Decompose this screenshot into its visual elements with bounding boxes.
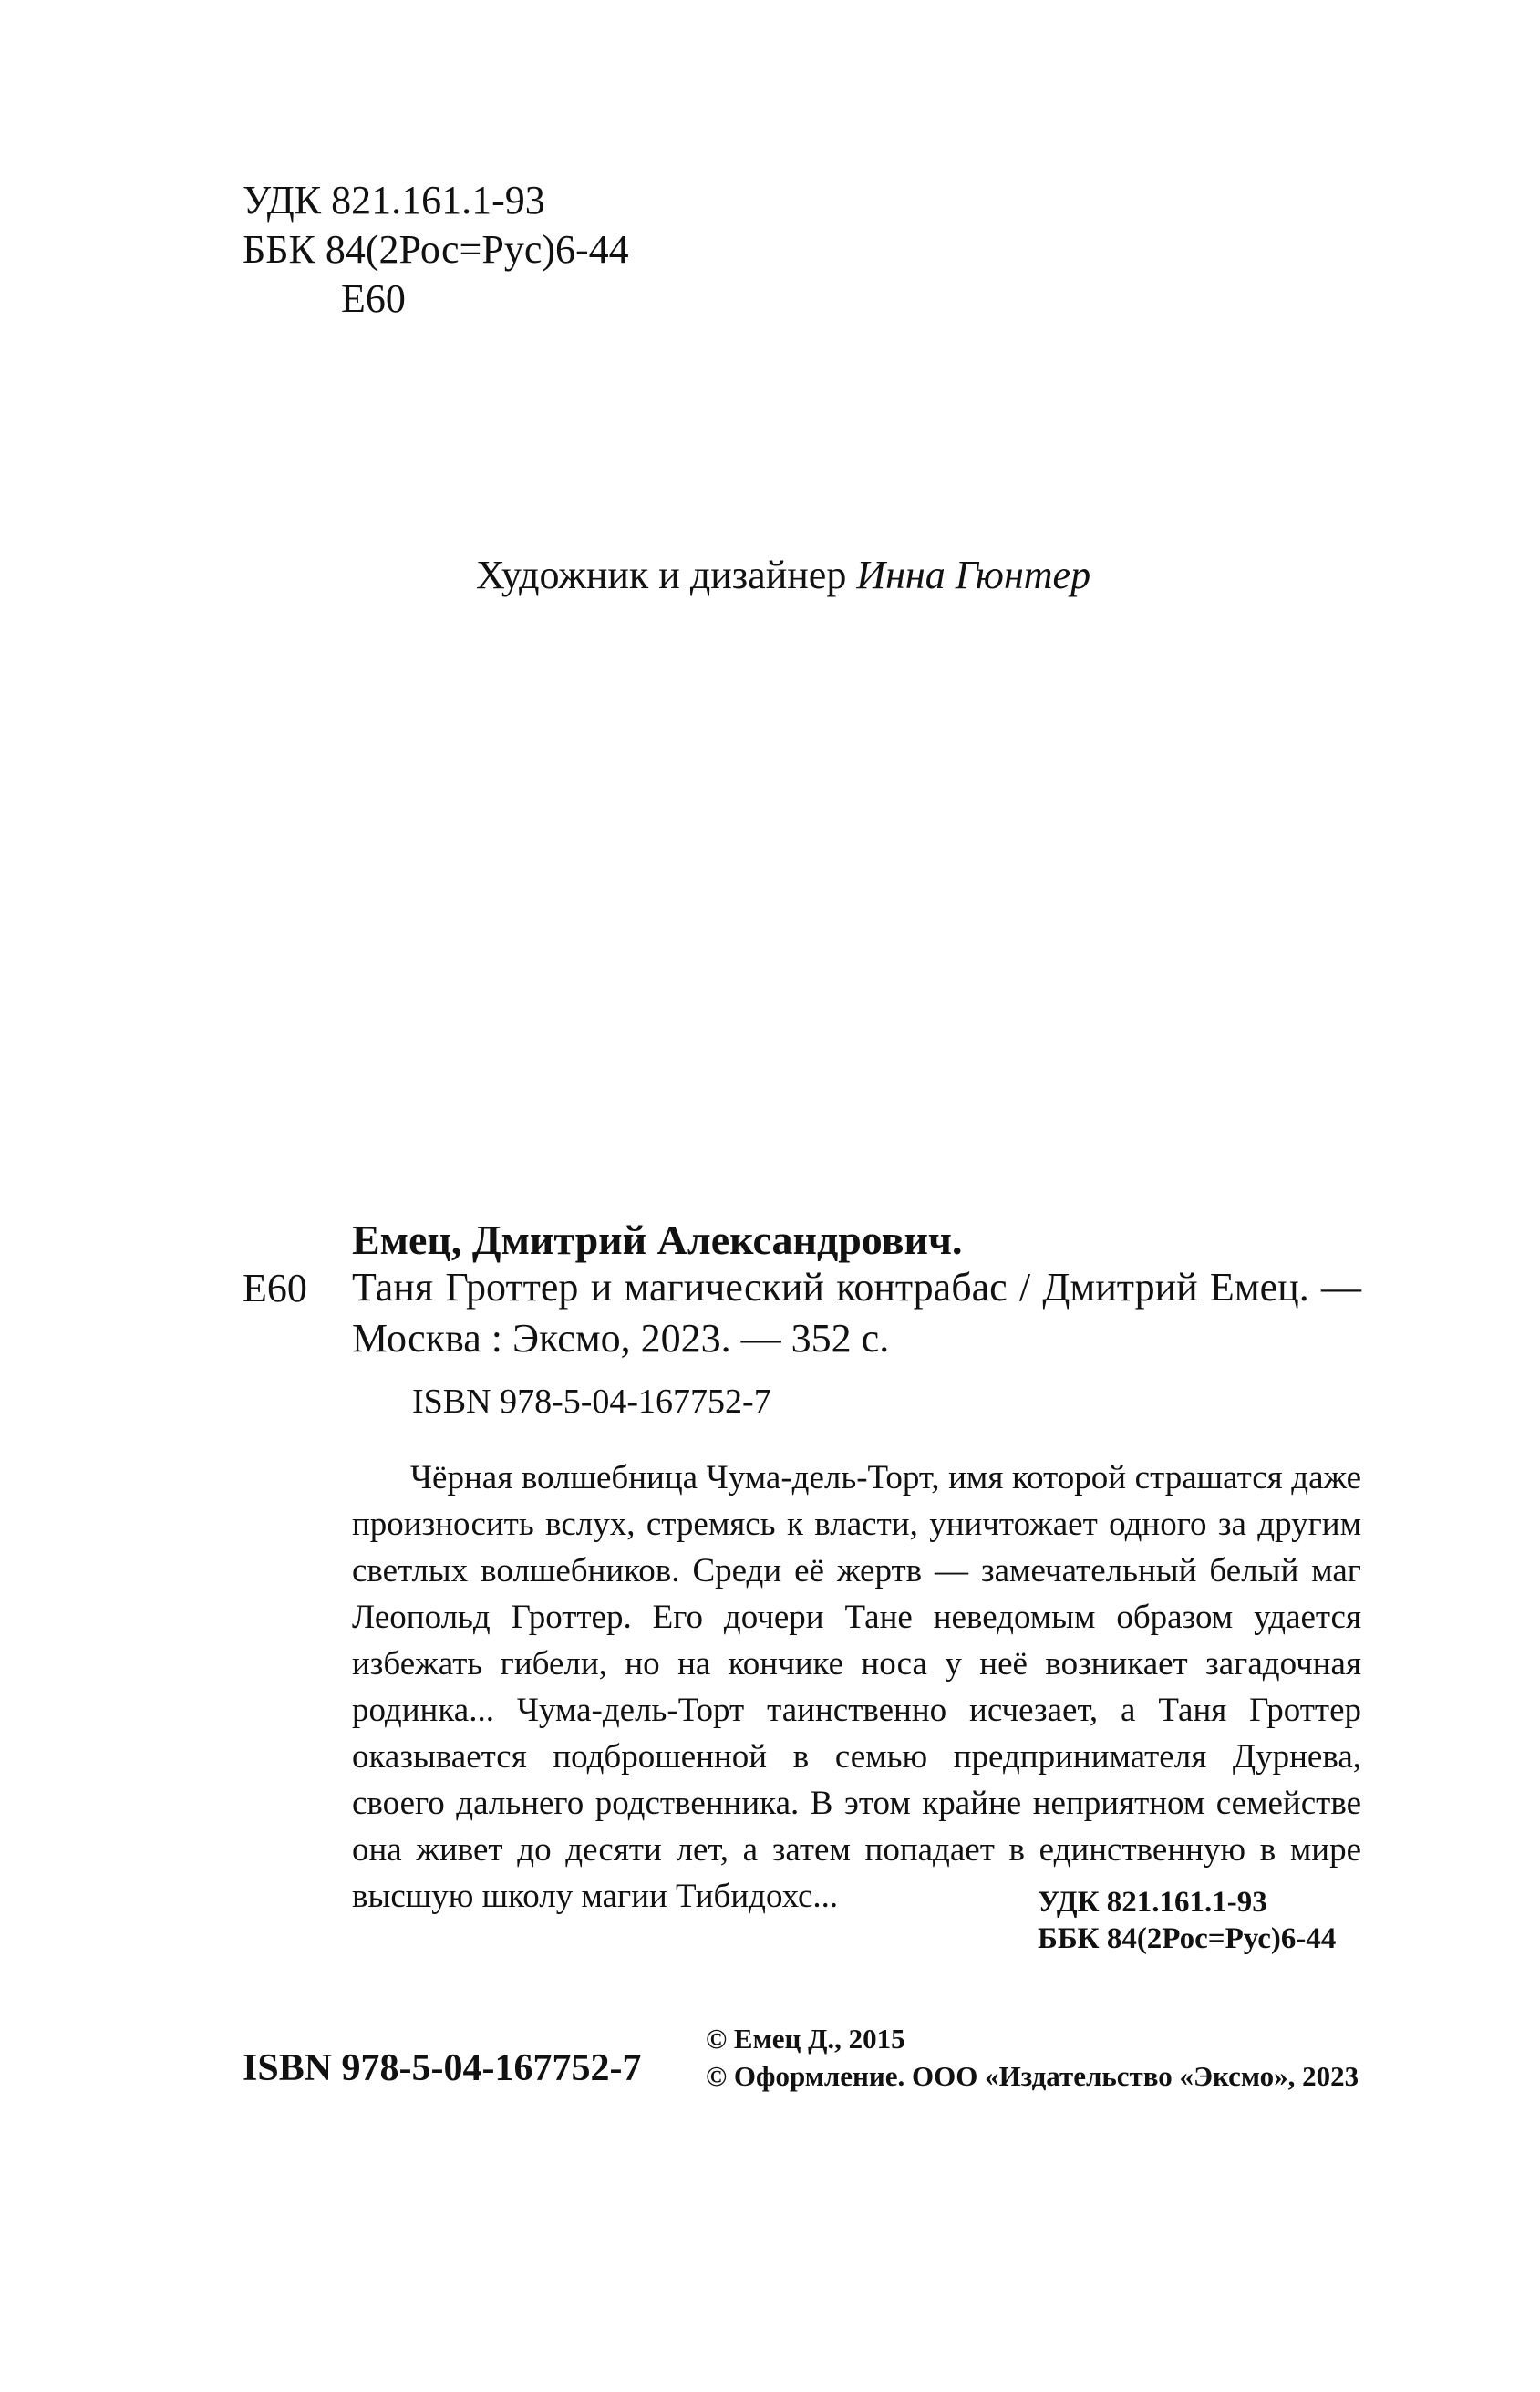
copyright-author: © Емец Д., 2015	[706, 2023, 905, 2055]
catalog-author-sign: Е60	[243, 1266, 307, 1310]
udk-code-top: УДК 821.161.1-93	[243, 178, 545, 223]
catalog-author: Емец, Дмитрий Александрович.	[352, 1217, 963, 1263]
catalog-description: Таня Гроттер и магический контрабас / Дмитрий Емец. — Москва : Эксмо, 2023. — 352 с.	[352, 1265, 1361, 1361]
isbn-bottom: ISBN 978-5-04-167752-7	[243, 2047, 642, 2089]
bbk-code-bottom: ББК 84(2Рос=Рус)6-44	[1038, 1922, 1337, 1955]
catalog-isbn: ISBN 978-5-04-167752-7	[412, 1382, 771, 1421]
artist-credit	[476, 552, 1090, 598]
udk-code-bottom: УДК 821.161.1-93	[1038, 1886, 1267, 1919]
artist-role: Художник и дизайнер	[476, 553, 857, 597]
bbk-code-top: ББК 84(2Рос=Рус)6-44	[243, 227, 629, 272]
artist-name: Инна Гюнтер	[856, 553, 1091, 597]
author-sign-top: Е60	[341, 276, 406, 321]
copyright-design: © Оформление. ООО «Издательство «Эксмо», 2023	[706, 2060, 1359, 2092]
annotation-paragraph: Чёрная волшебница Чума-дель-Торт, имя которой страшатся даже произносить вслух, стремясь к власти, уничтожает одного за другим светлых волшебников. Среди её жертв — замечательный белый маг Леопольд Гроттер. Его дочери Тане неведомым образом удается избежать гибели, но на кончике носа у неё возникает загадочная родинка... Чума-дель-Торт таинственно исчезает, а Таня Гроттер оказывается подброшенной в семью предпринимателя Дурнева, своего дальнего родственника. В этом крайне неприятном семействе она живет до десяти лет, а затем попадает в единственную в мире высшую школу магии Тибидохс...	[352, 1459, 1361, 1915]
